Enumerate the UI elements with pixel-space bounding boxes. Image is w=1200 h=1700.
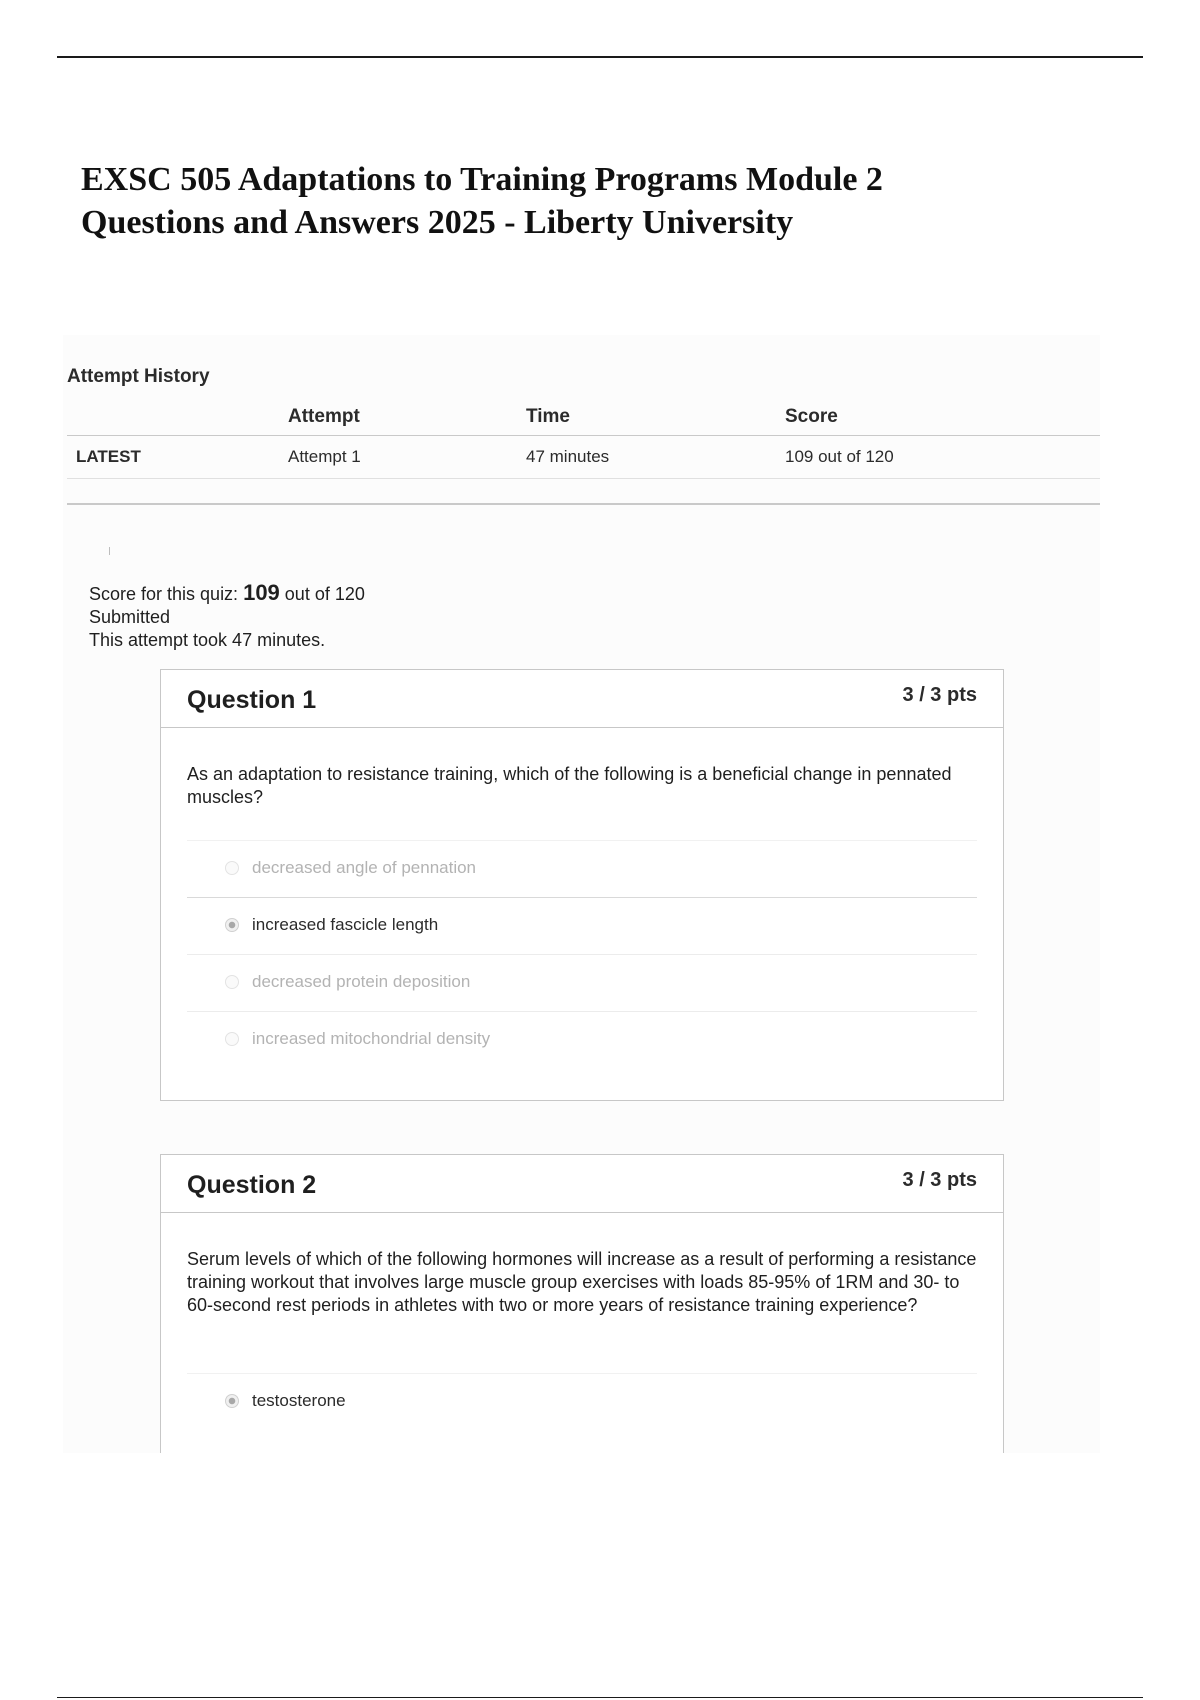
bottom-rule xyxy=(57,1697,1143,1698)
answer-option-1 xyxy=(187,1373,977,1430)
document-title xyxy=(81,158,1081,244)
document-title-line-2: Questions and Answers 2025 - Liberty University xyxy=(81,204,794,241)
question-card-2 xyxy=(160,1154,1004,1453)
scan-artifact xyxy=(109,547,110,555)
attempt-time: 47 minutes xyxy=(526,447,610,466)
answer-option-4 xyxy=(187,1011,977,1068)
answer-label: increased fascicle length xyxy=(252,915,439,934)
column-header-time: Time xyxy=(526,406,571,427)
quiz-score-summary xyxy=(89,581,365,652)
attempt-history-title: Attempt History xyxy=(67,366,210,387)
top-rule xyxy=(57,56,1143,58)
submission-status: Submitted xyxy=(89,607,171,627)
question-points: 3 / 3 pts xyxy=(902,684,977,706)
question-header xyxy=(161,1155,1003,1213)
question-points: 3 / 3 pts xyxy=(902,1169,977,1191)
radio-selected-icon xyxy=(225,918,239,932)
answer-option-2 xyxy=(187,897,977,954)
answer-label: decreased angle of pennation xyxy=(252,858,477,877)
radio-unselected-icon xyxy=(225,861,239,875)
answer-option-1 xyxy=(187,840,977,897)
question-card-1 xyxy=(160,669,1004,1101)
radio-unselected-icon xyxy=(225,1032,239,1046)
score-value: 109 xyxy=(243,580,280,605)
quiz-screenshot xyxy=(63,335,1100,1453)
answer-list xyxy=(187,840,977,1068)
attempt-score: 109 out of 120 xyxy=(785,447,894,466)
column-header-attempt: Attempt xyxy=(288,406,360,427)
latest-tag: LATEST xyxy=(76,447,141,466)
question-title: Question 1 xyxy=(187,686,317,714)
answer-option-3 xyxy=(187,954,977,1011)
attempt-link[interactable]: Attempt 1 xyxy=(288,447,361,466)
score-line xyxy=(89,581,365,606)
table-row xyxy=(67,436,1100,479)
attempt-history-table xyxy=(67,397,1100,479)
question-header xyxy=(161,670,1003,728)
score-suffix: out of 120 xyxy=(279,584,365,604)
answer-label: increased mitochondrial density xyxy=(252,1029,491,1048)
section-divider xyxy=(67,503,1100,505)
answer-label: decreased protein deposition xyxy=(252,972,471,991)
score-prefix: Score for this quiz: xyxy=(89,584,244,604)
attempt-history-header-row xyxy=(67,397,1100,436)
question-title: Question 2 xyxy=(187,1171,317,1199)
answer-label: testosterone xyxy=(252,1391,346,1410)
question-text: Serum levels of which of the following hormones will increase as a result of performing a resistance training workout that involves large muscle group exercises with loads 85-95% of 1RM and 30- to 60-second rest periods in athletes with two or more years of resistance training experience? xyxy=(187,1249,977,1315)
question-text: As an adaptation to resistance training, which of the following is a beneficial change in pennated muscles? xyxy=(187,764,952,807)
column-header-score: Score xyxy=(785,406,838,427)
radio-selected-icon xyxy=(225,1394,239,1408)
attempt-duration: This attempt took 47 minutes. xyxy=(89,630,326,650)
document-title-line-1: EXSC 505 Adaptations to Training Programs Module 2 xyxy=(81,161,883,198)
answer-list xyxy=(187,1373,977,1430)
radio-unselected-icon xyxy=(225,975,239,989)
